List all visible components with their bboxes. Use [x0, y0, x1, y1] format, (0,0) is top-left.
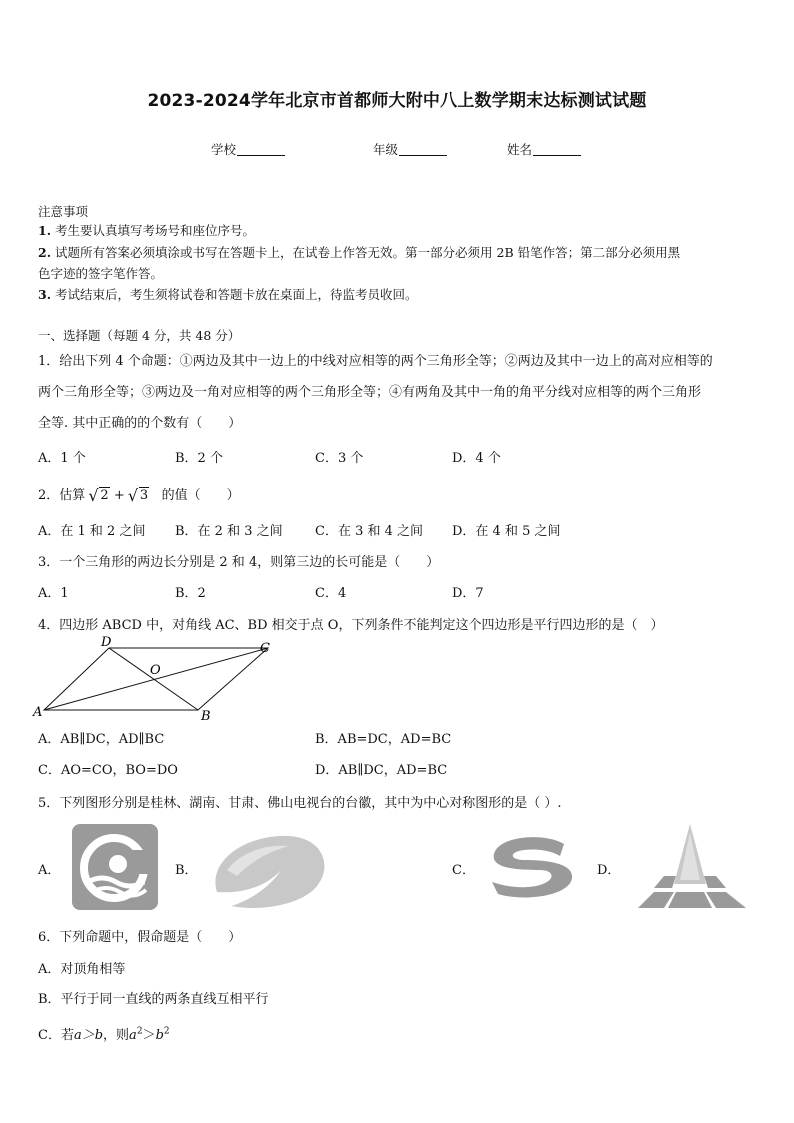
school-label: 学校 — [211, 142, 237, 157]
question-6: 6．下列命题中，假命题是（ ） — [38, 930, 242, 945]
q4-option-c: C．AO=CO，BO=DO — [38, 763, 178, 778]
q6-option-c: C．若a＞b，则$a^2>b^2$ — [38, 1026, 170, 1043]
label-a: A — [33, 705, 43, 720]
question-4: 4．四边形 ABCD 中，对角线 AC、BD 相交于点 O，下列条件不能判定这个四边形是平行四边形的是（ ） — [38, 618, 664, 633]
grade-blank — [399, 142, 447, 156]
q2-option-d: D．在 4 和 5 之间 — [452, 524, 561, 539]
page-title: 2023-2024学年北京市首都师大附中八上数学期末达标测试试题 — [147, 91, 647, 111]
notice-item-2: 2. 试题所有答案必须填涂或书写在答题卡上，在试卷上作答无效。第一部分必须用 2B 铅笔作答；第二部分必须用黑 色字迹的签字笔作答。 — [38, 245, 681, 281]
hunan-logo-icon — [207, 830, 331, 912]
gansu-logo-icon — [484, 834, 576, 900]
q3-option-a: A．1 — [38, 586, 69, 601]
guilin-logo-icon — [72, 824, 158, 910]
q4-option-a: A．AB∥DC，AD∥BC — [38, 732, 165, 747]
question-2: 2．估算 √ 2 + √ 3 的值（ ） — [38, 484, 240, 503]
q6-option-b: B．平行于同一直线的两条直线互相平行 — [38, 992, 269, 1007]
question-3: 3．一个三角形的两边长分别是 2 和 4，则第三边的长可能是（ ） — [38, 555, 440, 570]
q2-option-b: B．在 2 和 3 之间 — [175, 524, 283, 539]
parallelogram-figure — [30, 632, 280, 724]
label-d: D — [101, 635, 112, 650]
q5-option-a-letter: A． — [38, 863, 61, 878]
notice-item-1: 1. 考生要认真填写考场号和座位序号。 — [38, 223, 256, 238]
diagonal-ac — [44, 648, 268, 710]
notice-item-3: 3. 考试结束后，考生须将试卷和答题卡放在桌面上，待监考员收回。 — [38, 287, 418, 302]
diagonal-bd — [109, 648, 198, 710]
q2-option-c: C．在 3 和 4 之间 — [315, 524, 424, 539]
grade-label: 年级 — [373, 142, 399, 157]
name-label: 姓名 — [507, 142, 533, 157]
label-c: C — [260, 641, 270, 656]
q3-option-c: C．4 — [315, 586, 347, 601]
q4-option-b: B．AB=DC，AD=BC — [315, 732, 452, 747]
q4-option-d: D．AB∥DC，AD=BC — [315, 763, 448, 778]
q5-option-d-letter: D． — [597, 863, 621, 878]
q5-option-b-letter: B． — [175, 863, 198, 878]
label-b: B — [201, 709, 211, 724]
school-blank — [237, 142, 285, 156]
q3-option-d: D．7 — [452, 586, 484, 601]
label-o: O — [150, 663, 161, 678]
notice-heading: 注意事项 — [38, 204, 89, 219]
q2-option-a: A．在 1 和 2 之间 — [38, 524, 146, 539]
q1-option-b: B．2 个 — [175, 451, 223, 466]
q3-option-b: B．2 — [175, 586, 206, 601]
sqrt-3: √ 3 — [129, 488, 149, 503]
q1-option-a: A．1 个 — [38, 451, 86, 466]
school-field — [211, 140, 285, 158]
grade-field — [373, 140, 447, 158]
name-field — [507, 140, 581, 158]
foshan-logo-icon — [634, 822, 750, 910]
sqrt-2: √ 2 — [89, 488, 109, 503]
q1-option-d: D．4 个 — [452, 451, 501, 466]
q6-option-a: A．对顶角相等 — [38, 962, 126, 977]
question-5: 5．下列图形分别是桂林、湖南、甘肃、佛山电视台的台徽，其中为中心对称图形的是（ ）. — [38, 796, 562, 811]
q5-option-c-letter: C． — [452, 863, 475, 878]
section-heading: 一、选择题（每题 4 分，共 48 分） — [38, 328, 241, 343]
q1-option-c: C．3 个 — [315, 451, 364, 466]
question-1: 1．给出下列 4 个命题：①两边及其中一边上的中线对应相等的两个三角形全等；②两边及其中一边上的高对应相等的 两个三角形全等；③两边及一角对应相等的两个三角形全等；④有两角及其中一角的角平分线对应相等的两个三角形 全等. 其中正确的的个数有（ ） — [38, 354, 713, 431]
name-blank — [533, 142, 581, 156]
